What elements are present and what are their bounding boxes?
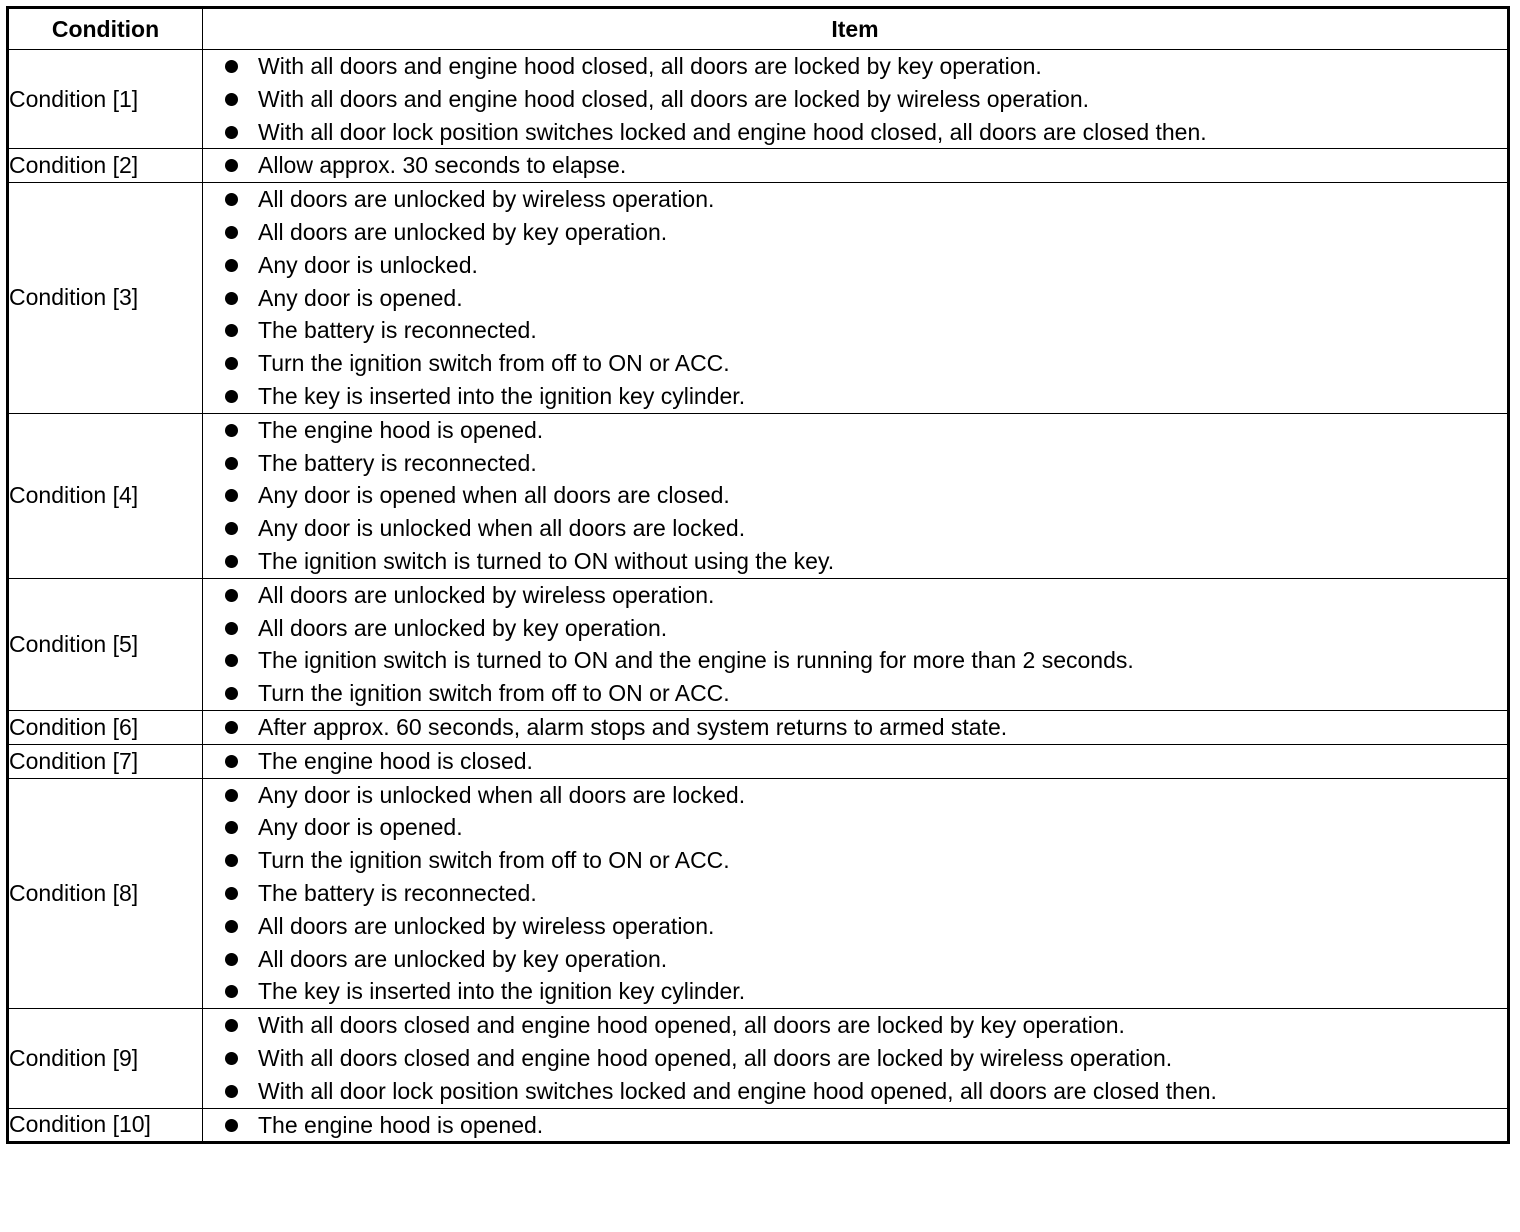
table-row: [8, 710, 1509, 744]
bullet-icon: [225, 292, 238, 305]
item-text: Any door is opened when all doors are closed.: [258, 482, 730, 509]
condition-label: Condition [8]: [8, 778, 203, 1009]
condition-label: Condition [6]: [8, 710, 203, 744]
item-list: [203, 711, 1507, 744]
item-text: The engine hood is opened.: [258, 416, 544, 443]
item-list: [203, 183, 1507, 413]
list-item: [203, 347, 1507, 380]
item-text: With all door lock position switches locked and engine hood closed, all doors are closed then.: [258, 118, 1207, 145]
bullet-icon: [225, 622, 238, 635]
bullet-icon: [225, 357, 238, 370]
list-item: [203, 512, 1507, 545]
table-row: [8, 1009, 1509, 1108]
item-text: Any door is unlocked when all doors are locked.: [258, 515, 746, 542]
item-text: The ignition switch is turned to ON without using the key.: [258, 547, 835, 574]
item-text: The engine hood is closed.: [258, 747, 533, 774]
item-text: The engine hood is opened.: [258, 1111, 544, 1138]
table-body: [8, 50, 1509, 1143]
condition-label: Condition [9]: [8, 1009, 203, 1108]
item-text: Any door is unlocked.: [258, 251, 478, 278]
list-item: [203, 975, 1507, 1008]
list-item: [203, 779, 1507, 812]
bullet-icon: [225, 887, 238, 900]
item-text: All doors are unlocked by key operation.: [258, 614, 668, 641]
item-text: All doors are unlocked by key operation.: [258, 218, 668, 245]
item-text: With all doors closed and engine hood opened, all doors are locked by key operation.: [258, 1012, 1125, 1039]
list-item: [203, 877, 1507, 910]
list-item: [203, 183, 1507, 216]
list-item: [203, 282, 1507, 315]
item-list: [203, 579, 1507, 710]
item-list: [203, 1009, 1507, 1107]
table-row: [8, 778, 1509, 1009]
bullet-icon: [225, 522, 238, 535]
bullet-icon: [225, 390, 238, 403]
condition-table: [6, 6, 1510, 1144]
item-list: [203, 50, 1507, 148]
item-text: Any door is opened.: [258, 284, 463, 311]
bullet-icon: [225, 555, 238, 568]
bullet-icon: [225, 259, 238, 272]
list-item: [203, 1042, 1507, 1075]
item-text: With all doors and engine hood closed, all doors are locked by wireless operation.: [258, 85, 1090, 112]
items-cell: [203, 413, 1509, 578]
item-list: [203, 1109, 1507, 1142]
items-cell: [203, 1009, 1509, 1108]
items-cell: [203, 50, 1509, 149]
list-item: [203, 314, 1507, 347]
bullet-icon: [225, 457, 238, 470]
item-text: Turn the ignition switch from off to ON or ACC.: [258, 680, 730, 707]
items-cell: [203, 1108, 1509, 1143]
item-text: All doors are unlocked by key operation.: [258, 945, 668, 972]
condition-label: Condition [7]: [8, 744, 203, 778]
item-text: The battery is reconnected.: [258, 879, 537, 906]
bullet-icon: [225, 789, 238, 802]
items-cell: [203, 778, 1509, 1009]
list-item: [203, 414, 1507, 447]
item-text: Any door is opened.: [258, 814, 463, 841]
item-text: Turn the ignition switch from off to ON or ACC.: [258, 350, 730, 377]
table-row: [8, 183, 1509, 414]
list-item: [203, 745, 1507, 778]
condition-label: Condition [2]: [8, 149, 203, 183]
header-item: Item: [203, 8, 1509, 50]
item-text: Any door is unlocked when all doors are locked.: [258, 781, 746, 808]
list-item: [203, 447, 1507, 480]
list-item: [203, 844, 1507, 877]
bullet-icon: [225, 226, 238, 239]
condition-label: Condition [5]: [8, 578, 203, 710]
items-cell: [203, 149, 1509, 183]
list-item: [203, 216, 1507, 249]
table-row: [8, 413, 1509, 578]
list-item: [203, 83, 1507, 116]
list-item: [203, 149, 1507, 182]
item-list: [203, 149, 1507, 182]
items-cell: [203, 744, 1509, 778]
bullet-icon: [225, 424, 238, 437]
table-row: [8, 50, 1509, 149]
bullet-icon: [225, 953, 238, 966]
bullet-icon: [225, 687, 238, 700]
bullet-icon: [225, 1052, 238, 1065]
item-list: [203, 414, 1507, 578]
bullet-icon: [225, 1119, 238, 1132]
item-text: All doors are unlocked by wireless operation.: [258, 912, 715, 939]
item-text: The key is inserted into the ignition key cylinder.: [258, 978, 746, 1005]
items-cell: [203, 183, 1509, 414]
item-text: With all doors and engine hood closed, all doors are locked by key operation.: [258, 53, 1042, 79]
header-condition: Condition: [8, 8, 203, 50]
bullet-icon: [225, 159, 238, 172]
table-row: [8, 1108, 1509, 1143]
list-item: [203, 1075, 1507, 1108]
bullet-icon: [225, 920, 238, 933]
bullet-icon: [225, 126, 238, 139]
bullet-icon: [225, 985, 238, 998]
list-item: [203, 644, 1507, 677]
item-text: Allow approx. 30 seconds to elapse.: [258, 152, 627, 179]
item-text: All doors are unlocked by wireless operation.: [258, 186, 715, 213]
item-text: Turn the ignition switch from off to ON or ACC.: [258, 847, 730, 874]
list-item: [203, 579, 1507, 612]
bullet-icon: [225, 654, 238, 667]
bullet-icon: [225, 589, 238, 602]
table-row: [8, 578, 1509, 710]
bullet-icon: [225, 755, 238, 768]
bullet-icon: [225, 854, 238, 867]
bullet-icon: [225, 60, 238, 73]
bullet-icon: [225, 721, 238, 734]
list-item: [203, 711, 1507, 744]
list-item: [203, 1109, 1507, 1142]
list-item: [203, 677, 1507, 710]
list-item: [203, 943, 1507, 976]
list-item: [203, 612, 1507, 645]
list-item: [203, 545, 1507, 578]
item-text: With all doors closed and engine hood opened, all doors are locked by wireless operation.: [258, 1044, 1173, 1071]
items-cell: [203, 578, 1509, 710]
condition-label: Condition [3]: [8, 183, 203, 414]
header-row: [8, 8, 1509, 50]
item-text: The battery is reconnected.: [258, 317, 537, 344]
bullet-icon: [225, 489, 238, 502]
list-item: [203, 479, 1507, 512]
bullet-icon: [225, 1085, 238, 1098]
bullet-icon: [225, 1019, 238, 1032]
list-item: [203, 811, 1507, 844]
item-text: With all door lock position switches locked and engine hood opened, all doors are closed then.: [258, 1077, 1217, 1104]
item-text: The battery is reconnected.: [258, 449, 537, 476]
item-list: [203, 779, 1507, 1009]
item-text: The ignition switch is turned to ON and the engine is running for more than 2 seconds.: [258, 647, 1134, 674]
bullet-icon: [225, 324, 238, 337]
condition-label: Condition [1]: [8, 50, 203, 149]
condition-label: Condition [4]: [8, 413, 203, 578]
list-item: [203, 50, 1507, 83]
bullet-icon: [225, 821, 238, 834]
item-text: The key is inserted into the ignition key cylinder.: [258, 382, 746, 409]
condition-label: Condition [10]: [8, 1108, 203, 1143]
item-list: [203, 745, 1507, 778]
list-item: [203, 380, 1507, 413]
item-text: All doors are unlocked by wireless operation.: [258, 581, 715, 608]
item-text: After approx. 60 seconds, alarm stops and system returns to armed state.: [258, 713, 1008, 740]
list-item: [203, 249, 1507, 282]
bullet-icon: [225, 193, 238, 206]
list-item: [203, 116, 1507, 149]
items-cell: [203, 710, 1509, 744]
list-item: [203, 910, 1507, 943]
bullet-icon: [225, 93, 238, 106]
list-item: [203, 1009, 1507, 1042]
table-row: [8, 149, 1509, 183]
table-row: [8, 744, 1509, 778]
